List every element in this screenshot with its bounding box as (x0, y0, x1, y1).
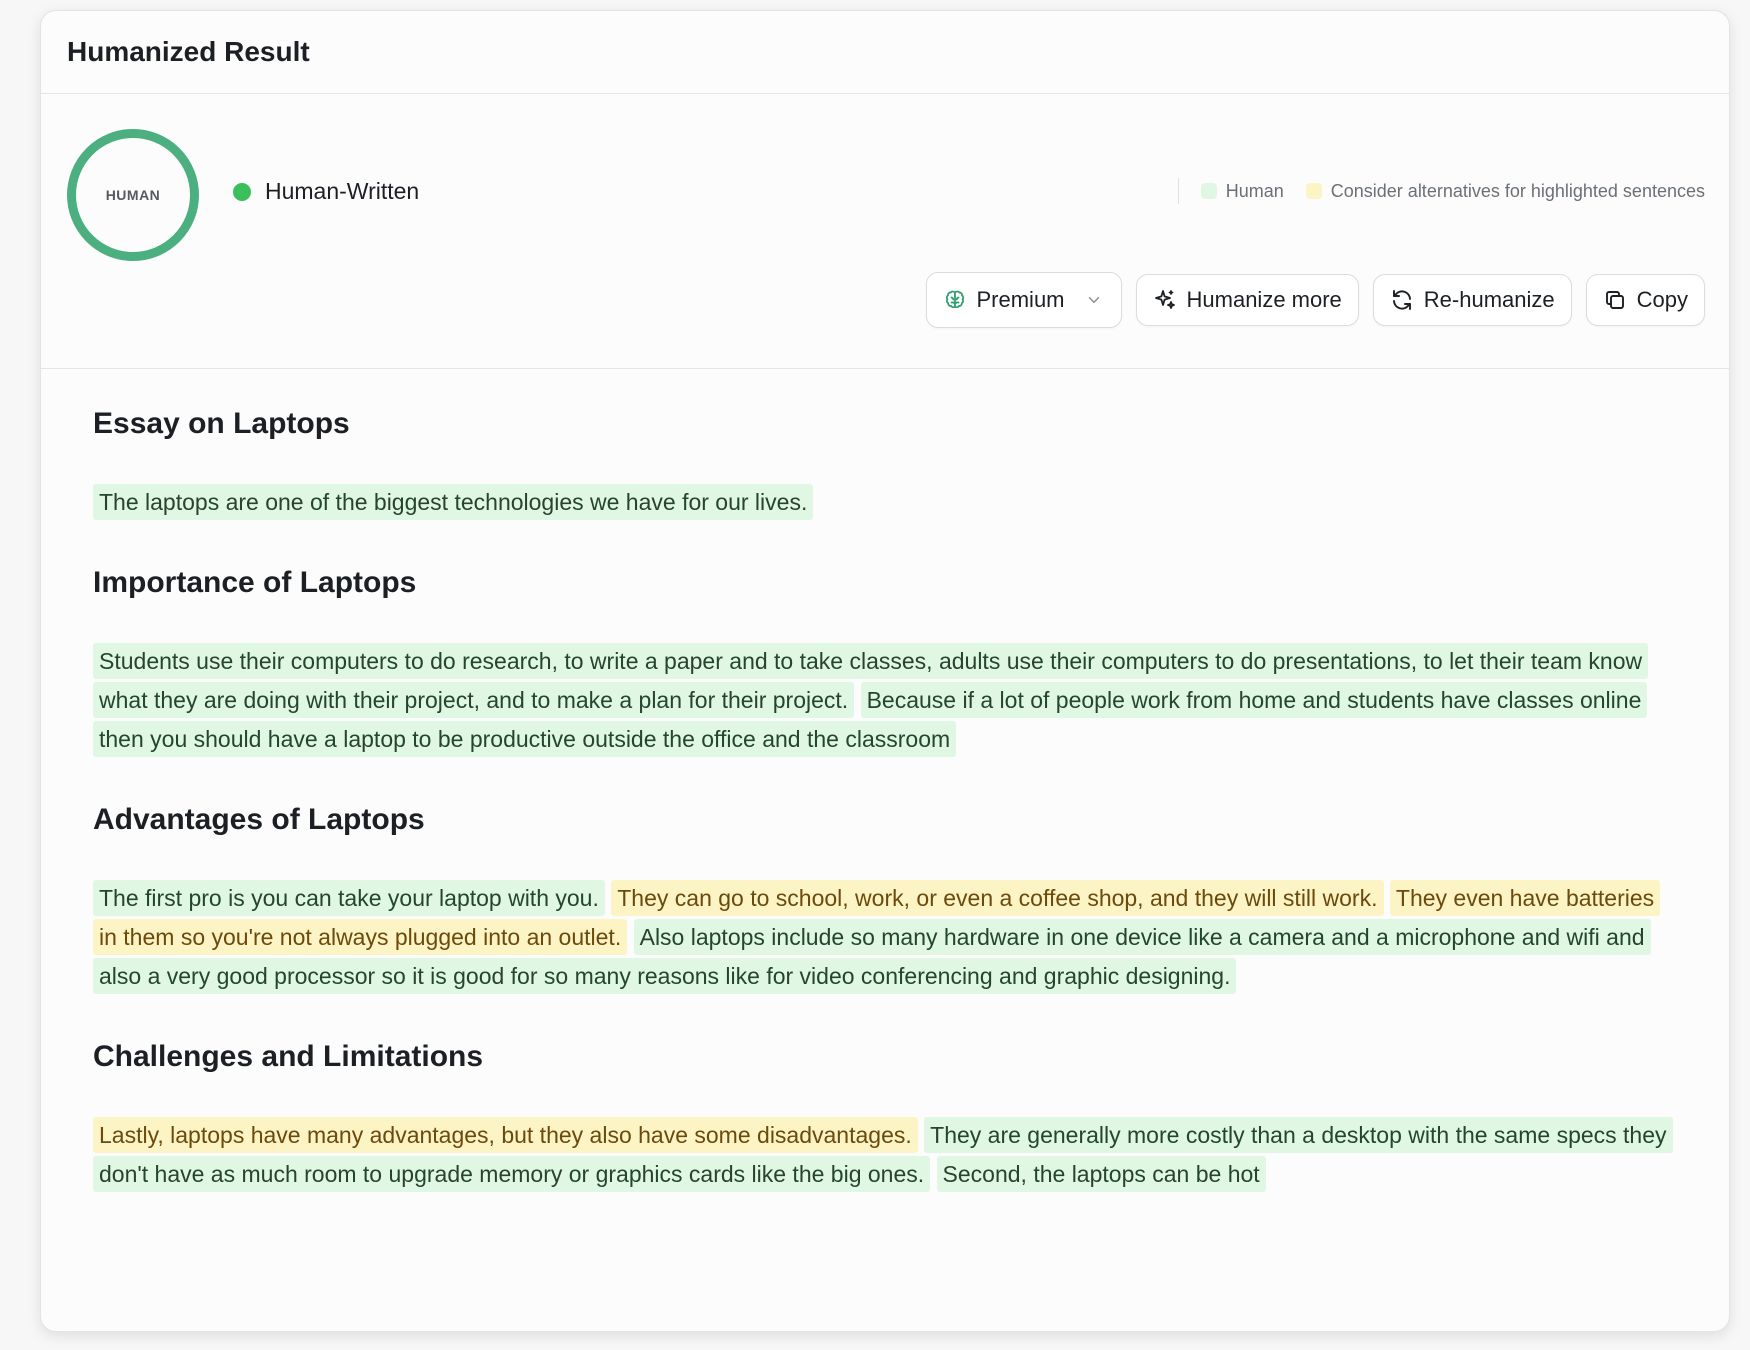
human-score-ring (67, 129, 199, 261)
premium-mode-label: Premium (976, 287, 1065, 312)
status-area (41, 94, 1729, 369)
sentence-flagged[interactable]: Lastly, laptops have many advantages, but they also have some disadvantages. (93, 1117, 918, 1153)
legend-item-alternatives (1306, 181, 1705, 202)
rehumanize-label: Re-humanize (1423, 287, 1555, 312)
sentence-human: Because if a lot of people work from home and students have classes online then you should have a laptop to be productive outside the office and the classroom (93, 682, 1647, 757)
sentence-human: Students use their computers to do research, to write a paper and to take classes, adults use their computers to do presentations, to let their team know what they are doing with their project, and to make a plan for their project. (93, 643, 1648, 718)
advantages-paragraph (93, 879, 1677, 996)
premium-mode-dropdown[interactable] (926, 272, 1122, 328)
result-toolbar (926, 274, 1706, 328)
copy-label: Copy (1636, 287, 1688, 312)
challenges-paragraph (93, 1116, 1677, 1194)
sentence-flagged[interactable]: They even have batteries in them so you're not always plugged into an outlet. (93, 880, 1660, 955)
chevron-down-icon (1085, 291, 1103, 309)
humanized-text (41, 369, 1729, 1194)
legend-swatch-alternatives (1306, 183, 1322, 199)
sentence-human: The laptops are one of the biggest technologies we have for our lives. (93, 484, 813, 520)
sentence-human: Also laptops include so many hardware in one device like a camera and a microphone and wifi and also a very good processor so it is good for so many reasons like for video conferencing and graphic designing. (93, 919, 1651, 994)
sentence-human: The first pro is you can take your laptop with you. (93, 880, 605, 916)
ring-label: HUMAN (105, 187, 161, 203)
importance-heading: Importance of Laptops (93, 566, 417, 599)
legend-item-human (1201, 181, 1284, 202)
legend-label-human: Human (1225, 180, 1284, 201)
copy-icon (1603, 288, 1627, 312)
importance-paragraph (93, 642, 1677, 759)
card-title: Humanized Result (67, 36, 310, 67)
verdict-label: Human-Written (265, 178, 420, 204)
legend-divider (1178, 178, 1179, 204)
humanize-more-button[interactable] (1136, 274, 1359, 326)
legend-swatch-human (1201, 183, 1217, 199)
copy-button[interactable] (1586, 274, 1705, 326)
refresh-icon (1390, 288, 1414, 312)
intro-paragraph (93, 483, 1677, 522)
highlight-legend (1178, 178, 1705, 204)
brain-icon (943, 288, 967, 312)
rehumanize-button[interactable] (1373, 274, 1572, 326)
legend-label-alternatives: Consider alternatives for highlighted sentences (1330, 180, 1705, 201)
verdict-status-dot (233, 183, 251, 201)
challenges-heading: Challenges and Limitations (93, 1040, 484, 1073)
humanized-result-card (40, 10, 1730, 1332)
sentence-human: Second, the laptops can be hot (937, 1156, 1266, 1192)
essay-title: Essay on Laptops (93, 407, 350, 440)
sparkles-icon (1153, 288, 1177, 312)
humanize-more-label: Humanize more (1186, 287, 1342, 312)
sentence-human: They are generally more costly than a desktop with the same specs they don't have as much room to upgrade memory or graphics cards like the big ones. (93, 1117, 1673, 1192)
sentence-flagged[interactable]: They can go to school, work, or even a coffee shop, and they will still work. (611, 880, 1383, 916)
verdict (233, 178, 419, 205)
card-header (41, 11, 1729, 94)
advantages-heading: Advantages of Laptops (93, 803, 425, 836)
